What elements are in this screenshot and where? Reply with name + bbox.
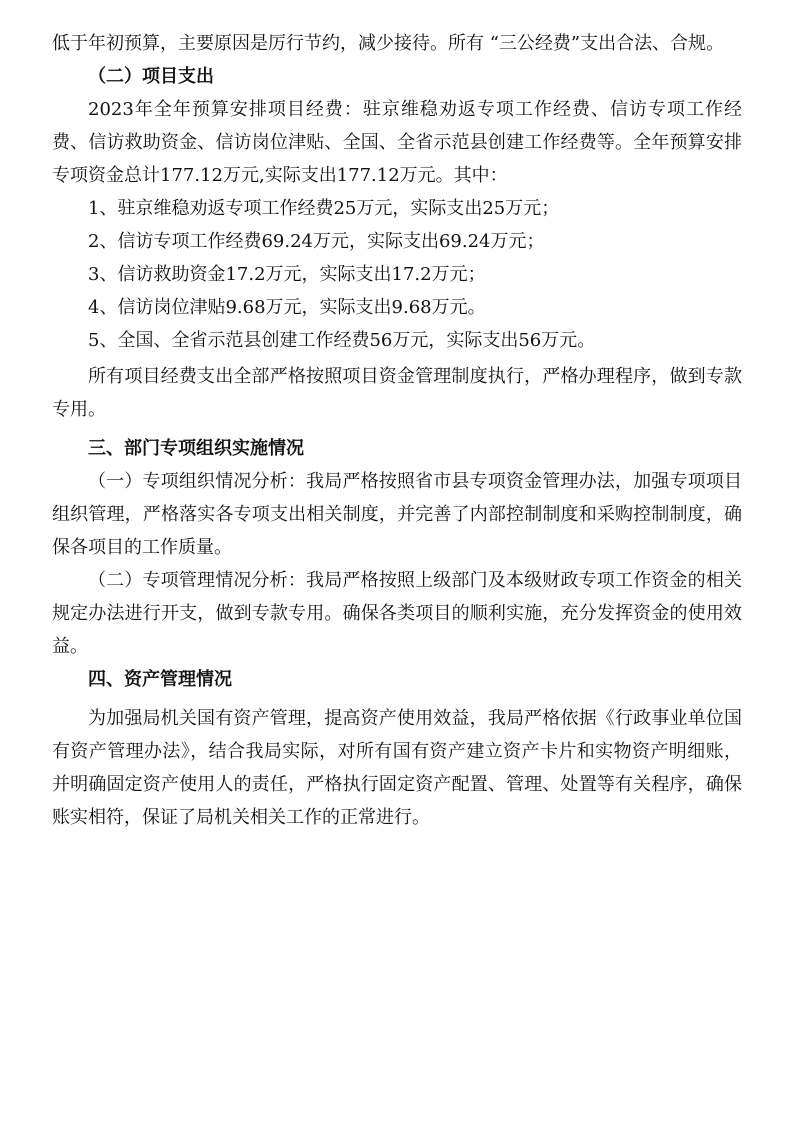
list-item-project-5: 5、全国、全省示范县创建工作经费56万元，实际支出56万元。	[88, 330, 596, 351]
paragraph-project-budget: 2023年全年预算安排项目经费：驻京维稳劝返专项工作经费、信访专项工作经费、信访救助资金、信访岗位津贴、全国、全省示范县创建工作经费等。全年预算安排专项资金总计177.12万元,实际支出177.12万元。其中：	[52, 99, 742, 186]
list-item-project-2: 2、信访专项工作经费69.24万元，实际支出69.24万元；	[88, 231, 545, 252]
paragraph-special-management: （二）专项管理情况分析：我局严格按照上级部门及本级财政专项工作资金的相关规定办法进行开支，做到专款专用。确保各类项目的顺利实施，充分发挥资金的使用效益。	[52, 570, 742, 657]
list-item-project-1: 1、驻京维稳劝返专项工作经费25万元，实际支出25万元；	[88, 198, 560, 219]
paragraph-special-organization: （一）专项组织情况分析：我局严格按照省市县专项资金管理办法，加强专项项目组织管理，严格落实各专项支出相关制度，并完善了内部控制制度和采购控制制度，确保各项目的工作质量。	[52, 471, 742, 558]
paragraph-asset-management: 为加强局机关国有资产管理，提高资产使用效益，我局严格依据《行政事业单位国有资产管理办法》，结合我局实际，对所有国有资产建立资产卡片和实物资产明细账，并明确固定资产使用人的责任，严格执行固定资产配置、管理、处置等有关程序，确保账实相符，保证了局机关相关工作的正常进行。	[52, 708, 742, 828]
list-item-project-4: 4、信访岗位津贴9.68万元，实际支出9.68万元。	[88, 297, 486, 318]
heading-asset-management: 四、资产管理情况	[88, 669, 232, 690]
document-page	[52, 0, 742, 834]
paragraph-project-management: 所有项目经费支出全部严格按照项目资金管理制度执行，严格办理程序，做到专款专用。	[52, 366, 742, 420]
list-item-project-3: 3、信访救助资金17.2万元，实际支出17.2万元；	[88, 264, 486, 285]
heading-special-implementation: 三、部门专项组织实施情况	[88, 438, 304, 459]
heading-project-expenditure: （二）项目支出	[88, 66, 214, 87]
paragraph-sangong-conclusion: 低于年初预算，主要原因是厉行节约，减少接待。所有 “三公经费”支出合法、合规。	[52, 33, 725, 54]
